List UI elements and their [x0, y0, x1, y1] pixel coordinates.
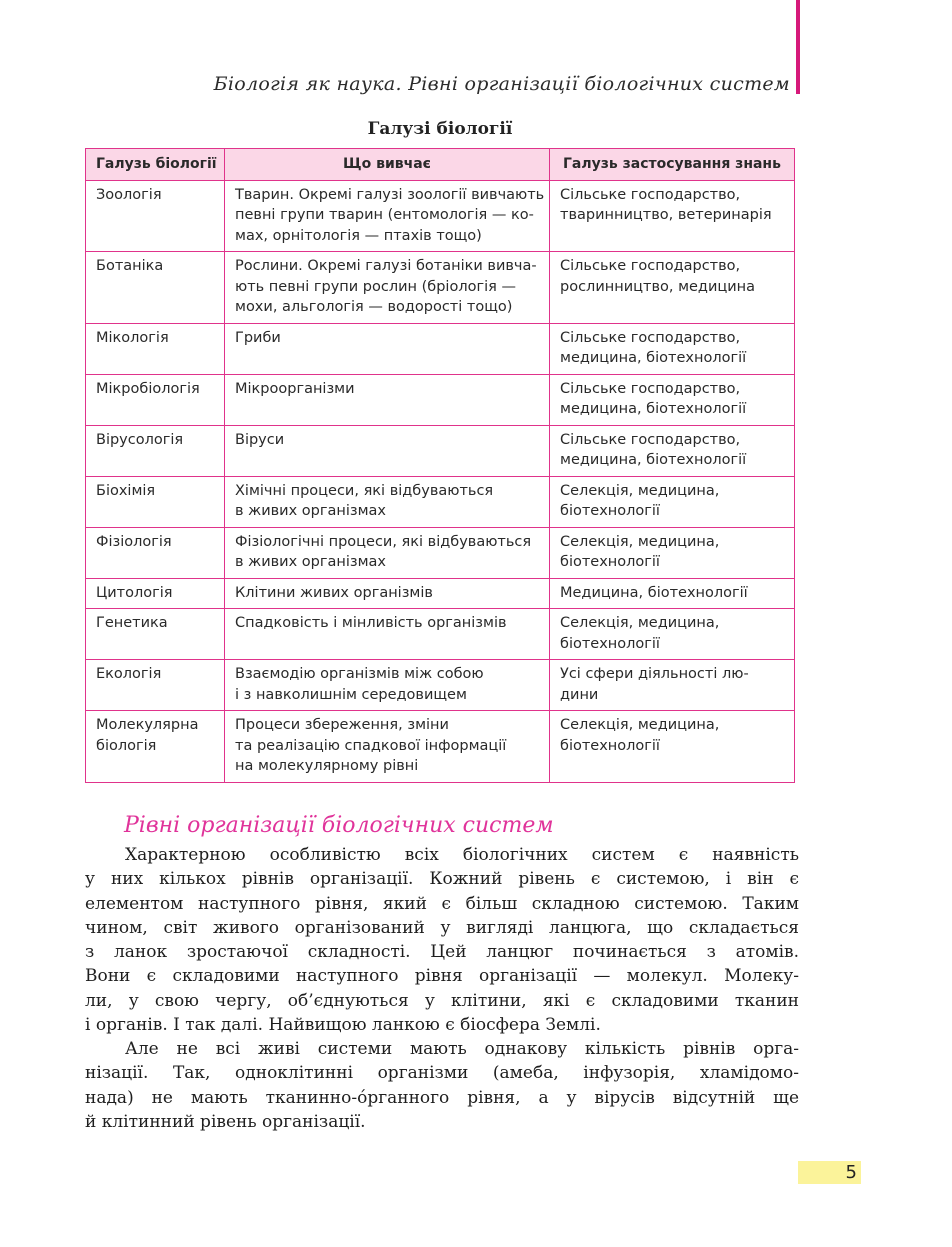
cell-studies — [225, 252, 550, 324]
cell-line: Мікробіологія — [96, 380, 200, 397]
cell-line: Спадковість і мінливість організмів — [235, 615, 507, 631]
cell-application — [550, 374, 795, 425]
cell-application — [550, 180, 795, 252]
text-line: Характерною особливістю всіх біологічних систем є наявність — [125, 845, 799, 865]
cell-line: та реалізацію спадкової інформації — [235, 737, 507, 754]
cell-studies — [225, 609, 550, 660]
cell-line: і з навколишнім середовищем — [235, 686, 467, 703]
table-row — [86, 609, 795, 660]
cell-line: біотехнології — [560, 503, 660, 519]
cell-application — [550, 425, 795, 476]
cell-line: Хімічні процеси, які відбуваються — [235, 482, 494, 499]
cell-field — [86, 425, 225, 476]
cell-line: біотехнології — [560, 554, 660, 570]
cell-line: на молекулярному рівні — [235, 758, 419, 774]
cell-line: Ботаніка — [96, 258, 164, 274]
table-row — [86, 323, 795, 374]
table-row — [86, 252, 795, 324]
table-row — [86, 180, 795, 252]
cell-line: Селекція, медицина, — [560, 482, 720, 499]
cell-studies — [225, 711, 550, 783]
cell-studies — [225, 660, 550, 711]
table-row — [86, 374, 795, 425]
text-line: нада) не мають тканинно-óрганного рівня, а у вірусів відсутній ще — [85, 1087, 799, 1108]
cell-application — [550, 527, 795, 578]
cell-line: Зоологія — [96, 186, 162, 203]
cell-line: Молекулярна — [96, 717, 199, 733]
cell-field — [86, 374, 225, 425]
cell-line: мохи, альгологія — водорості тощо) — [235, 299, 513, 315]
table-row — [86, 578, 795, 609]
cell-line: Рослини. Окремі галузі ботаніки вивча- — [235, 258, 537, 274]
cell-line: Усі сфери діяльності лю- — [560, 666, 749, 682]
cell-field — [86, 180, 225, 252]
cell-line: Медицина, біотехнології — [560, 584, 748, 601]
cell-application — [550, 711, 795, 783]
cell-line: Процеси збереження, зміни — [235, 717, 449, 733]
cell-line: рослинництво, медицина — [560, 278, 756, 295]
cell-line: біологія — [96, 737, 157, 754]
cell-line: Вірусологія — [96, 431, 184, 448]
cell-line: в живих організмах — [235, 503, 387, 519]
cell-line: Сільське господарство, — [560, 380, 741, 397]
cell-studies — [225, 578, 550, 609]
cell-line: Селекція, медицина, — [560, 533, 720, 550]
cell-studies — [225, 374, 550, 425]
table-body — [86, 180, 795, 782]
cell-field — [86, 711, 225, 783]
cell-field — [86, 527, 225, 578]
cell-studies — [225, 527, 550, 578]
cell-field — [86, 609, 225, 660]
cell-line: Гриби — [235, 329, 281, 346]
cell-line: Цитологія — [96, 584, 173, 601]
cell-line: Біохімія — [96, 482, 156, 499]
cell-line: Сільське господарство, — [560, 431, 741, 448]
text-line: у них кількох рівнів організації. Кожний рівень є системою, і він є — [85, 869, 799, 890]
column-header-field: Галузь біології — [86, 149, 225, 181]
cell-line: медицина, біотехнології — [560, 401, 747, 417]
text-line: і органів. І так далі. Найвищою ланкою є біосфера Землі. — [85, 1015, 601, 1036]
cell-line: певні групи тварин (ентомологія — ко- — [235, 207, 534, 223]
biology-fields-table — [85, 148, 795, 783]
text-line: елементом наступного рівня, який є більш складною системою. Таким — [85, 893, 799, 914]
cell-application — [550, 323, 795, 374]
cell-line: Сільське господарство, — [560, 186, 741, 203]
page-number: 5 — [798, 1161, 861, 1184]
cell-application — [550, 476, 795, 527]
text-line: Вони є складовими наступного рівня організації — молекул. Молеку- — [85, 966, 799, 987]
cell-field — [86, 323, 225, 374]
cell-line: біотехнології — [560, 737, 660, 754]
text-line: чином, світ живого організований у вигляді ланцюга, що складається — [85, 917, 799, 938]
cell-line: Клітини живих організмів — [235, 584, 433, 601]
table-row — [86, 476, 795, 527]
table-title: Галузі біології — [367, 119, 513, 139]
running-title: Біологія як наука. Рівні організації біологічних систем — [213, 73, 790, 95]
text-line: нізації. Так, одноклітинні організми (амеба, інфузорія, хламідомо- — [85, 1063, 799, 1084]
cell-line: Селекція, медицина, — [560, 615, 720, 631]
section-heading: Рівні організації біологічних систем — [124, 813, 554, 838]
cell-studies — [225, 323, 550, 374]
cell-application — [550, 609, 795, 660]
cell-line: мах, орнітологія — птахів тощо) — [235, 227, 482, 244]
text-line: ли, у свою чергу, об’єднуються у клітини, які є складовими тканин — [85, 990, 799, 1011]
cell-application — [550, 578, 795, 609]
cell-line: Екологія — [96, 666, 162, 682]
table-header-row — [86, 149, 795, 181]
cell-line: дини — [560, 686, 599, 703]
cell-line: медицина, біотехнології — [560, 452, 747, 468]
text-line: Але не всі живі системи мають однакову кількість рівнів орга- — [125, 1039, 799, 1059]
cell-line: Мікроорганізми — [235, 380, 355, 397]
table-row — [86, 711, 795, 783]
cell-line: біотехнології — [560, 635, 660, 652]
paragraph-2 — [85, 1037, 799, 1134]
table-row — [86, 527, 795, 578]
cell-line: Віруси — [235, 431, 285, 448]
cell-studies — [225, 476, 550, 527]
cell-line: Генетика — [96, 615, 168, 631]
cell-line: Фізіологія — [96, 533, 172, 550]
text-line: з ланок зростаючої складності. Цей ланцюг починається з атомів. — [85, 942, 799, 963]
cell-line: в живих організмах — [235, 554, 387, 570]
page-edge-marker — [796, 0, 800, 94]
cell-line: тваринництво, ветеринарія — [560, 207, 772, 223]
column-header-studies: Що вивчає — [225, 149, 550, 181]
cell-line: Фізіологічні процеси, які відбуваються — [235, 533, 532, 550]
cell-line: Селекція, медицина, — [560, 717, 720, 733]
paragraph-1 — [85, 843, 799, 1037]
cell-line: Сільське господарство, — [560, 258, 741, 274]
cell-line: медицина, біотехнології — [560, 350, 747, 366]
text-line: й клітинний рівень організації. — [85, 1111, 366, 1132]
cell-line: Мікологія — [96, 329, 169, 346]
column-header-application: Галузь застосування знань — [550, 149, 795, 181]
cell-studies — [225, 425, 550, 476]
cell-line: ють певні групи рослин (бріологія — — [235, 278, 516, 295]
cell-field — [86, 578, 225, 609]
cell-application — [550, 252, 795, 324]
cell-field — [86, 660, 225, 711]
table-row — [86, 660, 795, 711]
cell-line: Сільське господарство, — [560, 329, 741, 346]
table-row — [86, 425, 795, 476]
cell-field — [86, 476, 225, 527]
cell-line: Взаємодію організмів між собою — [235, 666, 484, 682]
cell-line: Тварин. Окремі галузі зоології вивчають — [235, 186, 545, 203]
cell-field — [86, 252, 225, 324]
cell-application — [550, 660, 795, 711]
cell-studies — [225, 180, 550, 252]
